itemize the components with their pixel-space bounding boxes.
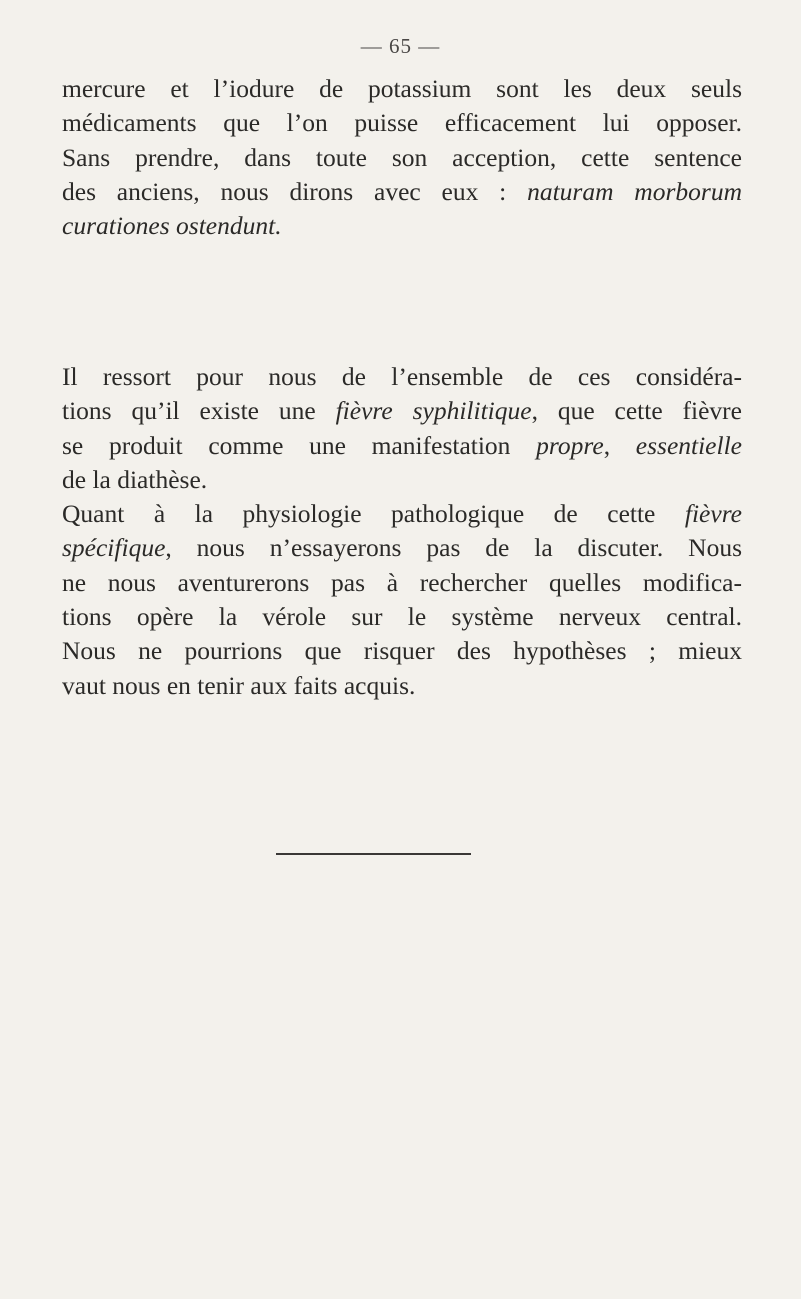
paragraph-2-and-3	[62, 360, 742, 703]
section-divider	[276, 853, 471, 855]
paragraph-1	[62, 72, 742, 243]
text-line: de la diathèse.	[62, 464, 208, 494]
text-segment: des anciens, nous dirons avec eux :	[62, 176, 528, 206]
text-line: tions opère la vérole sur le système nerveux central.	[62, 602, 742, 632]
emphasis: spécifique	[62, 533, 166, 563]
page-number: — 65 —	[360, 34, 441, 58]
text-line	[62, 429, 742, 463]
text-line	[62, 175, 742, 209]
latin-quote: curationes ostendunt.	[62, 211, 282, 241]
latin-quote: naturam morborum	[527, 176, 742, 206]
emphasis: propre	[536, 430, 604, 460]
text-line	[62, 531, 742, 565]
emphasis: fièvre	[684, 499, 742, 529]
emphasis: fièvre syphilitique	[335, 396, 532, 426]
text-segment: , que cette fièvre	[531, 396, 742, 426]
text-line: mercure et l’iodure de potassium sont les deux seuls	[62, 74, 742, 103]
text-line: Sans prendre, dans toute son acception, cette sentence	[62, 142, 742, 172]
text-line: Il ressort pour nous de l’ensemble de ces considéra-	[62, 362, 742, 391]
text-line: médicaments que l’on puisse efficacement lui opposer.	[62, 108, 742, 138]
text-line	[62, 497, 742, 531]
text-segment: Quant à la physiologie pathologique de cette	[62, 499, 685, 529]
text-line: vaut nous en tenir aux faits acquis.	[62, 670, 416, 700]
text-line	[62, 394, 742, 428]
emphasis: essentielle	[635, 430, 742, 460]
text-line	[62, 209, 742, 243]
text-segment: , nous n’essayerons pas de la discuter. Nous	[165, 533, 742, 563]
text-segment: tions qu’il existe une	[62, 396, 336, 426]
text-line: Nous ne pourrions que risquer des hypothèses ; mieux	[62, 636, 742, 666]
text-segment: ,	[603, 430, 636, 460]
text-line: ne nous aventurerons pas à rechercher quelles modifica-	[62, 567, 742, 597]
text-segment: se produit comme une manifestation	[62, 430, 537, 460]
